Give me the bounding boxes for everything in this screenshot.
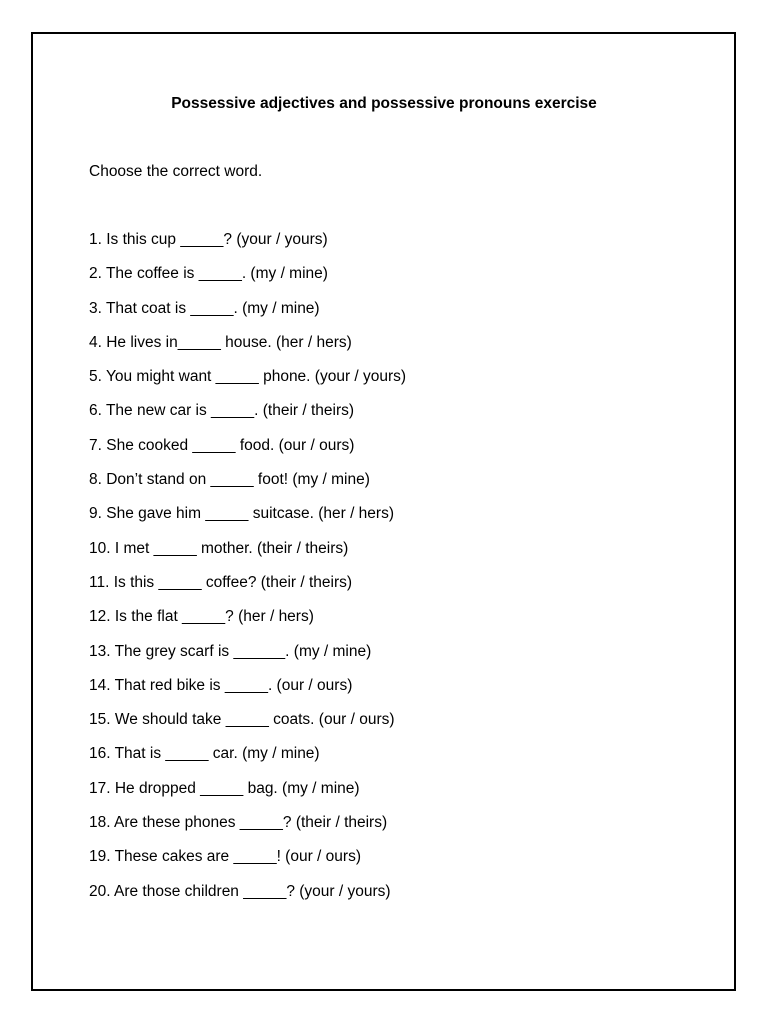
question-item: 8. Don’t stand on _____ foot! (my / mine) [89,471,370,489]
question-item: 15. We should take _____ coats. (our / ours) [89,711,395,729]
question-item: 1. Is this cup _____? (your / yours) [89,231,328,248]
question-list [89,229,406,915]
question-item: 5. You might want _____ phone. (your / yours) [89,368,407,386]
question-item: 14. That red bike is _____. (our / ours) [89,676,353,694]
question-item: 12. Is the flat _____? (her / hers) [89,608,314,626]
question-item: 20. Are those children _____? (your / yours) [89,882,391,900]
question-item: 10. I met _____ mother. (their / theirs) [89,539,349,557]
question-item: 19. These cakes are _____! (our / ours) [89,848,361,866]
instruction-text: Choose the correct word. [89,163,263,180]
document-title: Possessive adjectives and possessive pronouns exercise [171,95,597,112]
question-item: 7. She cooked _____ food. (our / ours) [89,436,355,454]
question-item: 2. The coffee is _____. (my / mine) [89,265,328,283]
question-item: 16. That is _____ car. (my / mine) [89,745,320,763]
question-item: 18. Are these phones _____? (their / theirs) [89,814,388,832]
question-item: 4. He lives in_____ house. (her / hers) [89,333,352,351]
question-item: 6. The new car is _____. (their / theirs) [89,402,355,420]
question-item: 13. The grey scarf is ______. (my / mine) [89,642,372,660]
question-item: 17. He dropped _____ bag. (my / mine) [89,779,360,797]
question-item: 9. She gave him _____ suitcase. (her / hers) [89,505,394,523]
question-item: 3. That coat is _____. (my / mine) [89,299,320,317]
question-item: 11. Is this _____ coffee? (their / theirs) [89,573,353,591]
